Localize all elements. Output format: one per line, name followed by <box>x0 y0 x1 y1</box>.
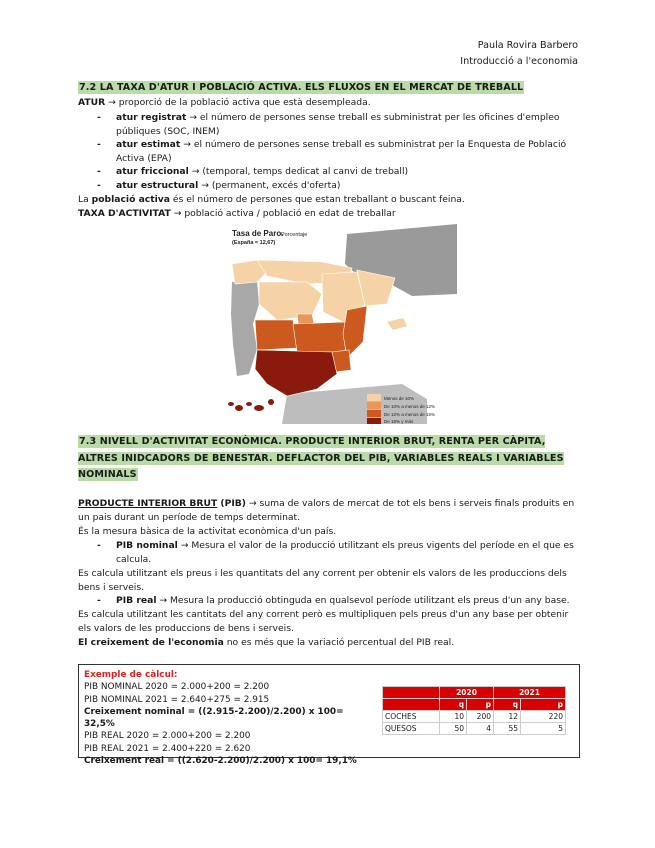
svg-text:Menos de 10%: Menos de 10% <box>384 396 415 401</box>
pib-real-calc: Es calcula utilitzant les cantitats del any corrent però es multipliquen pels preus d'un any base per obtenir els valors de les produccions de bens i serveis. <box>78 609 569 634</box>
map-region-castilla-mancha <box>293 322 347 352</box>
taxa-activitat-definition: TAXA D'ACTIVITAT → població activa / població en edat de treballar <box>78 208 396 219</box>
list-item: - atur estimat → el número de persones sense treball es subministrat per la Enquesta de Població Activa (EPA) <box>97 139 567 164</box>
pib-line2: És la mesura bàsica de la activitat econòmica d'un país. <box>78 526 337 537</box>
atur-definition: ATUR → proporció de la població activa que està desempleada. <box>78 97 371 108</box>
map-subtitle: (España = 12,67) <box>232 240 276 246</box>
col-header: q <box>440 699 467 711</box>
section-7-2-title: 7.2 LA TAXA D'ATUR I POBLACIÓ ACTIVA. ELS FLUXOS EN EL MERCAT DE TREBALL <box>79 82 524 93</box>
table-row: COCHES 10 200 12 220 <box>383 711 566 723</box>
svg-text:De 15% y más: De 15% y más <box>384 419 414 424</box>
example-line: PIB NOMINAL 2020 = 2.000+200 = 2.200 <box>84 682 270 693</box>
list-item: - atur registrat → el número de persones sense treball es subministrat per les oficines d'empleo públiques (SOC, INEM) <box>97 112 560 137</box>
example-table <box>382 686 566 735</box>
example-title: Exemple de càlcul: <box>84 670 178 680</box>
pib-definition: PRODUCTE INTERIOR BRUT (PIB) → suma de valors de mercat de tot els bens i serveis finals produits en un pais durant un període de temps determinat. <box>78 498 575 523</box>
svg-text:De 10% a menos de 12%: De 10% a menos de 12% <box>384 404 436 409</box>
list-item: - atur friccional → (temporal, temps dedicat al canvi de treball) <box>97 166 409 177</box>
pib-nominal-calc: Es calcula utilitzant els preus i les quantitats del any corrent per obtenir els valors de les produccions dels bens i serveis. <box>78 568 567 593</box>
map-title: Tasa de Paro. <box>232 229 284 238</box>
subject-name: Introducció a l'economia <box>460 56 578 67</box>
page-header <box>460 38 578 70</box>
example-line: Creixement real = ((2.620-2.200)/2.200) x 100= 19,1% <box>84 756 357 767</box>
poblacio-activa-definition: La població activa és el número de persones que estan treballant o buscant feina. <box>78 194 465 205</box>
year-header: 2021 <box>494 687 566 699</box>
year-header: 2020 <box>440 687 494 699</box>
col-header: q <box>494 699 521 711</box>
list-item: - PIB nominal → Mesura el valor de la producció utilitzant els preus vigents del període en el que es calcula. <box>97 540 574 565</box>
example-line: PIB REAL 2021 = 2.400+220 = 2.620 <box>84 743 251 754</box>
example-text <box>84 669 374 767</box>
col-header: p <box>521 699 566 711</box>
section-7-3-title: 7.3 NIVELL D'ACTIVITAT ECONÒMICA. PRODUCTE INTERIOR BRUT, RENTA PER CÀPITA, ALTRES INIDCADORS DE BENESTAR. DEFLACTOR DEL PIB, VARIABLES REALS I VARIABLES NOMINALS <box>78 436 564 480</box>
col-header: p <box>467 699 494 711</box>
list-item: - PIB real → Mesura la producció obtinguda en qualsevol període utilitzant els preus d'un any base. <box>97 595 570 606</box>
list-item: - atur estructural → (permanent, excés d'oferta) <box>97 180 341 191</box>
map-region-extremadura <box>255 320 297 350</box>
svg-text:De 12% a menos de 15%: De 12% a menos de 15% <box>384 412 436 417</box>
example-line: Creixement nominal = ((2.915-2.200)/2.200) x 100= 32,5% <box>84 706 344 730</box>
example-box <box>78 664 580 767</box>
example-line: PIB REAL 2020 = 2.000+200 = 2.200 <box>84 731 251 742</box>
creixement-definition: El creixement de l'economia no es més que la variació percentual del PIB real. <box>78 637 455 648</box>
author-name: Paula Rovira Barbero <box>477 40 578 51</box>
table-row: QUESOS 50 4 55 5 <box>383 723 566 735</box>
example-line: PIB NOMINAL 2021 = 2.640+275 = 2.915 <box>84 694 270 705</box>
unemployment-map <box>227 224 457 424</box>
map-title-suffix: Porcentaje <box>281 232 308 238</box>
